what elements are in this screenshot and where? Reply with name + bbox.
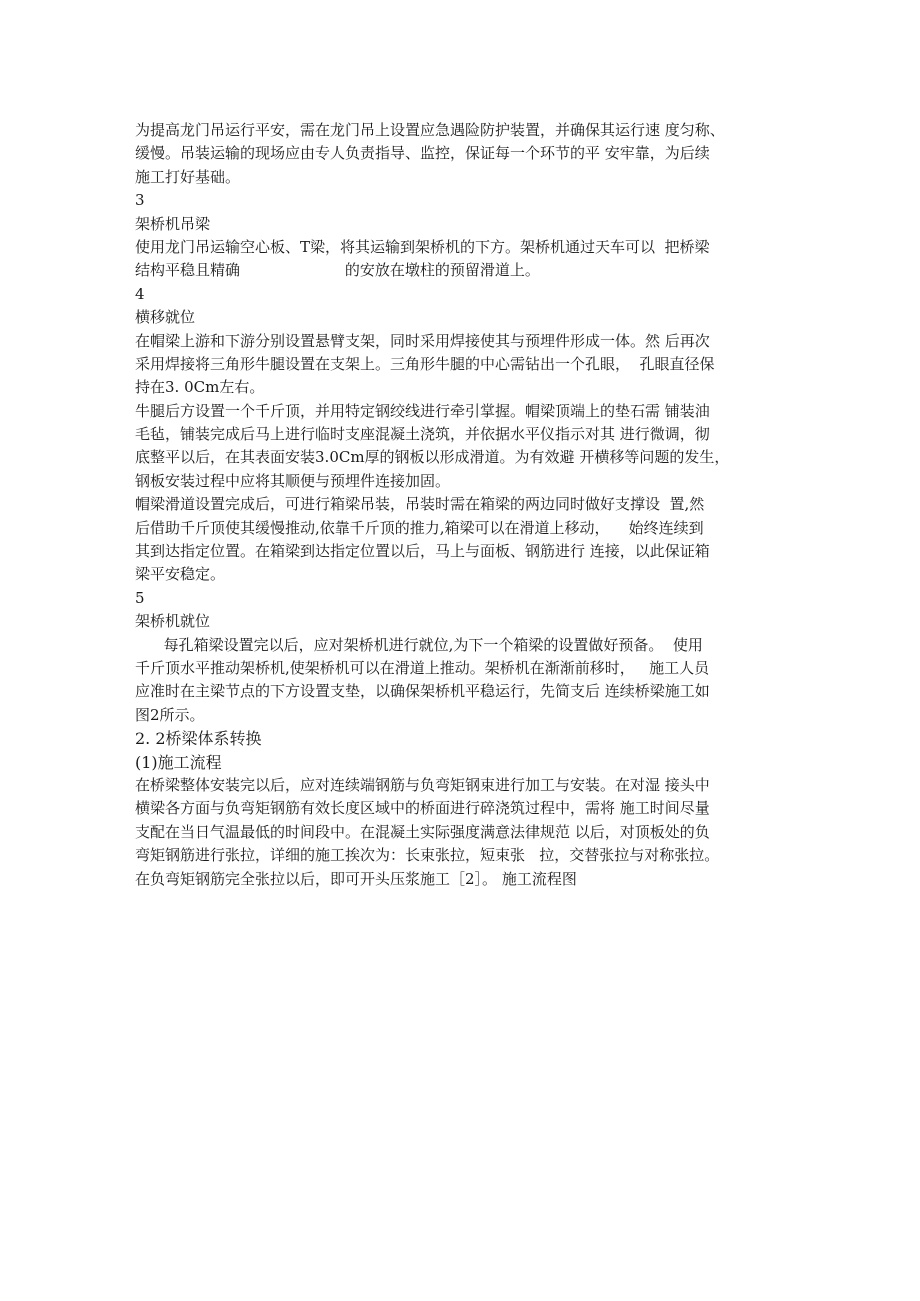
paragraph-line: 为提高龙门吊运行平安，需在龙门吊上设置应急遇险防护装置，并确保其运行速 度匀称、 (135, 121, 725, 139)
section-number: 5 (135, 588, 145, 607)
paragraph-line: 毛毡，铺装完成后马上进行临时支座混凝土浇筑，并依据水平仪指示对其 进行微调，彻 (135, 425, 710, 444)
paragraph-line: 后借助千斤顶使其缓慢推动,依靠千斤顶的推力,箱梁可以在滑道上移动， 始终连续到 (135, 518, 704, 537)
paragraph-line: 千斤顶水平推动架桥机,使架桥机可以在滑道上推动。架桥机在渐渐前移时， 施工人员 (135, 658, 710, 677)
paragraph-line: 采用焊接将三角形牛腿设置在支架上。三角形牛腿的中心需钻出一个孔眼， 孔眼直径保 (135, 354, 715, 373)
subsection-heading: (1)施工流程 (135, 752, 222, 772)
paragraph-line: 梁平安稳定。 (135, 565, 226, 584)
section-title: 横移就位 (135, 308, 196, 327)
paragraph-line: 支配在当日气温最低的时间段中。在混凝土实际强度满意法律规范 以后，对顶板处的负 (135, 822, 710, 841)
document-body (135, 119, 800, 891)
paragraph-line: 在负弯矩钢筋完全张拉以后，即可开头压浆施工［2］。 施工流程图 (135, 869, 577, 888)
paragraph-line: 在桥梁整体安装完以后，应对连续端钢筋与负弯矩钢束进行加工与安装。在对湿 接头中 (135, 775, 710, 794)
paragraph-line: 在帽梁上游和下游分别设置悬臂支架，同时采用焊接使其与预埋件形成一体。然 后再次 (135, 331, 710, 350)
section-title: 架桥机吊梁 (135, 214, 211, 233)
paragraph-line: 钢板安装过程中应将其顺便与预埋件连接加固。 (135, 471, 451, 490)
subsection-heading: 2. 2桥梁体系转换 (135, 729, 262, 749)
paragraph-line: 帽梁滑道设置完成后，可进行箱梁吊装，吊装时需在箱梁的两边同时做好支撑设 置,然 (135, 495, 705, 514)
paragraph-line: 每孔箱梁设置完以后，应对架桥机进行就位,为下一个箱梁的设置做好预备。 使用 (135, 635, 703, 654)
paragraph-line: 其到达指定位置。在箱梁到达指定位置以后，马上与面板、钢筋进行 连接，以此保证箱 (135, 542, 710, 561)
paragraph-line: 应准时在主梁节点的下方设置支垫，以确保架桥机平稳运行，先简支后 连续桥梁施工如 (135, 682, 710, 701)
paragraph-line: 弯矩钢筋进行张拉，详细的施工挨次为：长束张拉，短束张 拉，交替张拉与对称张拉。 (135, 846, 720, 865)
paragraph-line: 持在3. 0Cm左右。 (135, 378, 265, 397)
paragraph-line: 横梁各方面与负弯矩钢筋有效长度区域中的桥面进行碎浇筑过程中，需将 施工时间尽量 (135, 799, 710, 818)
paragraph-line: 结构平稳且精确 的安放在墩柱的预留滑道上。 (135, 261, 540, 280)
paragraph-line: 牛腿后方设置一个千斤顶，并用特定钢绞线进行牵引掌握。帽梁顶端上的垫石需 铺装油 (135, 401, 710, 420)
paragraph-line: 底整平以后，在其表面安装3.0Cm厚的钢板以形成滑道。为有效避 开横移等问题的发生， (135, 448, 730, 467)
section-number: 3 (135, 191, 145, 210)
section-number: 4 (135, 284, 145, 303)
paragraph-line: 图2所示。 (135, 705, 205, 724)
paragraph-line: 施工打好基础。 (135, 167, 241, 186)
paragraph-line: 使用龙门吊运输空心板、T梁，将其运输到架桥机的下方。架桥机通过天车可以 把桥梁 (135, 237, 710, 256)
paragraph-line: 缓慢。吊装运输的现场应由专人负责指导、监控，保证每一个环节的平 安牢靠，为后续 (135, 144, 710, 163)
section-title: 架桥机就位 (135, 612, 211, 631)
